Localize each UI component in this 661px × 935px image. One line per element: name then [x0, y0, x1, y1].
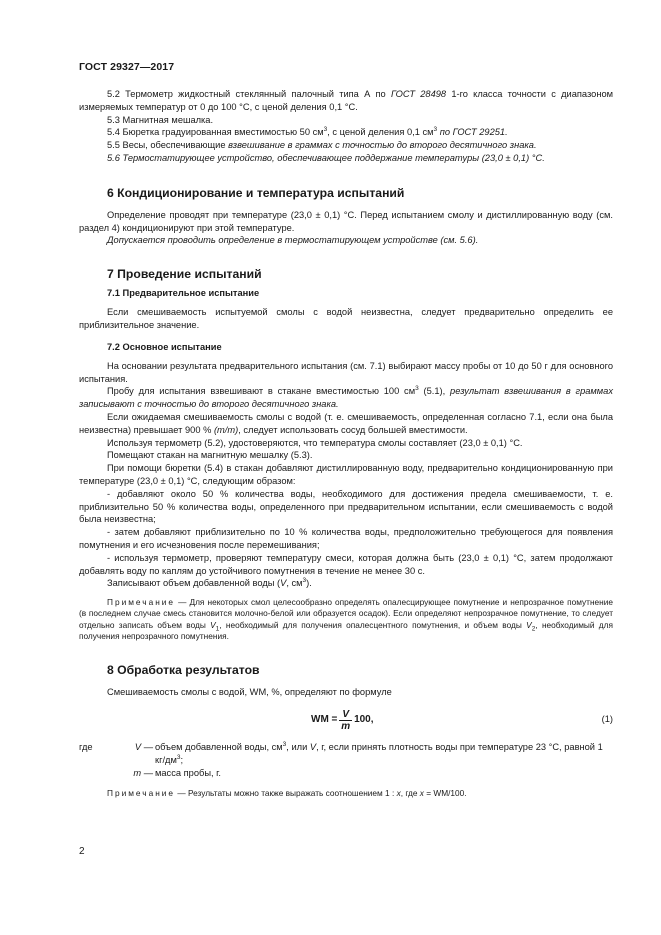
formula-tail: 100, — [354, 713, 374, 725]
paragraph-7-2-2: Пробу для испытания взвешивают в стакане вместимостью 100 $см^3$ (5.1), результат взвешивания в граммах записывают с точностью до второго десятичного знака. — [79, 385, 614, 410]
paragraph-7-2-7: Записывают объем добавленной воды (V, $см^3$). — [107, 577, 312, 589]
formula-denominator: m — [341, 720, 351, 732]
formula-lhs: WM = — [311, 713, 338, 725]
paragraph-7-1: Если смешиваемость испытуемой смолы с водой неизвестна, следует предварительно определить ее приблизительное значение. — [79, 307, 613, 330]
paragraph-7-2-5: Помещают стакан на магнитную мешалку (5.3). — [107, 450, 313, 461]
note-7-2: Примечание — Для некоторых смол целесообразно определять опалесцирующее помутнение и непрозрачное помутнение (в последнем случае смесь становится молочно-белой или образуется осадок). Если определяют непрозрачное помутнение, то следует отдельно записать объем воды $V_1$, необходимый для получения опалесцентного помутнения, и объем воды $V_2$, необходимый для получения непрозрачного помутнения. — [79, 597, 613, 641]
document-header: ГОСТ 29327—2017 — [79, 61, 175, 73]
subsection-7-2-title: 7.2 Основное испытание — [107, 341, 222, 352]
section-6-title: 6 Кондиционирование и температура испытаний — [107, 185, 405, 200]
formula-expression — [311, 705, 374, 735]
paragraph-6-1: Определение проводят при температуре (23,0 ± 0,1) °С. Перед испытанием смолу и дистиллированную воду (см. раздел 4) кондиционируют при этой температуре. — [79, 209, 613, 233]
symbol-m-description: масса пробы, г. — [155, 767, 221, 778]
list-item-7-2-b: - затем добавляют приблизительно по 10 % количества воды, предположительно требующегося для появления помутнения и его исчезновения после перемешивания; — [79, 527, 613, 550]
variable-legend — [79, 741, 613, 779]
symbol-v-description: объем добавленной воды, $см^3$, или V, г, если принять плотность воды при температуре 23 °С, равной 1 $кг/дм^3$; — [155, 741, 603, 765]
page-number: 2 — [79, 846, 85, 857]
paragraph-5-5: 5.5 Весы, обеспечивающие взвешивание в граммах с точностью до второго десятичного знака. — [107, 140, 537, 151]
section-8-title: 8 Обработка результатов — [107, 663, 260, 678]
list-item-7-2-a: - добавляют около 50 % количества воды, необходимого для достижения предела смешиваемости, т. е. приблизительно 50 % количества воды, определенного при предварительном испытании, если смешиваемость с водой была неизвестна; — [79, 488, 613, 525]
paragraph-5-2: 5.2 Термометр жидкостный стеклянный палочный типа А по ГОСТ 28498 1-го класса точности с диапазоном измеряемых температур от 0 до 100 °С, с ценой деления 0,1 °С. — [79, 89, 614, 112]
paragraph-5-6: 5.6 Термостатирующее устройство, обеспечивающее поддержание температуры (23,0 ± 0,1) °С. — [107, 152, 545, 163]
paragraph-5-4: 5.4 Бюретка градуированная вместимостью 50 $см^3$, с ценой деления 0,1 $см^3$ по ГОСТ 29251. — [107, 126, 508, 138]
paragraph-7-2-1: На основании результата предварительного испытания (см. 7.1) выбирают массу пробы от 10 до 50 г для основного испытания. — [79, 360, 613, 384]
equation-number: (1) — [601, 714, 613, 725]
paragraph-6-2: Допускается проводить определение в термостатирующем устройстве (см. 5.6). — [107, 235, 479, 246]
paragraph-5-3: 5.3 Магнитная мешалка. — [107, 114, 214, 125]
paragraph-7-2-6: При помощи бюретки (5.4) в стакан добавляют дистиллированную воду, предварительно кондиционированную при температуре (23,0 ± 0,1) °С, следующим образом: — [79, 463, 613, 486]
list-item-7-2-c: - используя термометр, проверяют температуру смеси, которая должна быть (23,0 ± 0,1) °С, затем продолжают добавлять воду по каплям до устойчивого помутнения в течение не менее 30 с. — [79, 552, 613, 576]
note-8: Примечание — Результаты можно также выражать соотношением 1 : x, где x = WM/100. — [107, 788, 467, 799]
where-label: где — [79, 742, 93, 753]
section-7-title: 7 Проведение испытаний — [107, 267, 262, 282]
symbol-m: m — — [133, 767, 153, 778]
formula-numerator: V — [339, 709, 352, 721]
page-content — [79, 88, 613, 800]
symbol-v: V — — [134, 742, 153, 753]
subsection-7-1-title: 7.1 Предварительное испытание — [107, 288, 260, 299]
paragraph-7-2-4: Используя термометр (5.2), удостоверяются, что температура смолы составляет (23,0 ± 0,1) °С. — [107, 437, 523, 448]
paragraph-8-1: Смешиваемость смолы с водой, WM, %, определяют по формуле — [107, 687, 392, 698]
formula-fraction — [339, 709, 352, 732]
formula-1 — [79, 705, 613, 735]
paragraph-7-2-3: Если ожидаемая смешиваемость смолы с водой (т. е. смешиваемость, определенная согласно 7.1, если она была неизвестна) превышает 900 % (m/m), следует использовать сосуд большей вместимости. — [79, 411, 613, 435]
